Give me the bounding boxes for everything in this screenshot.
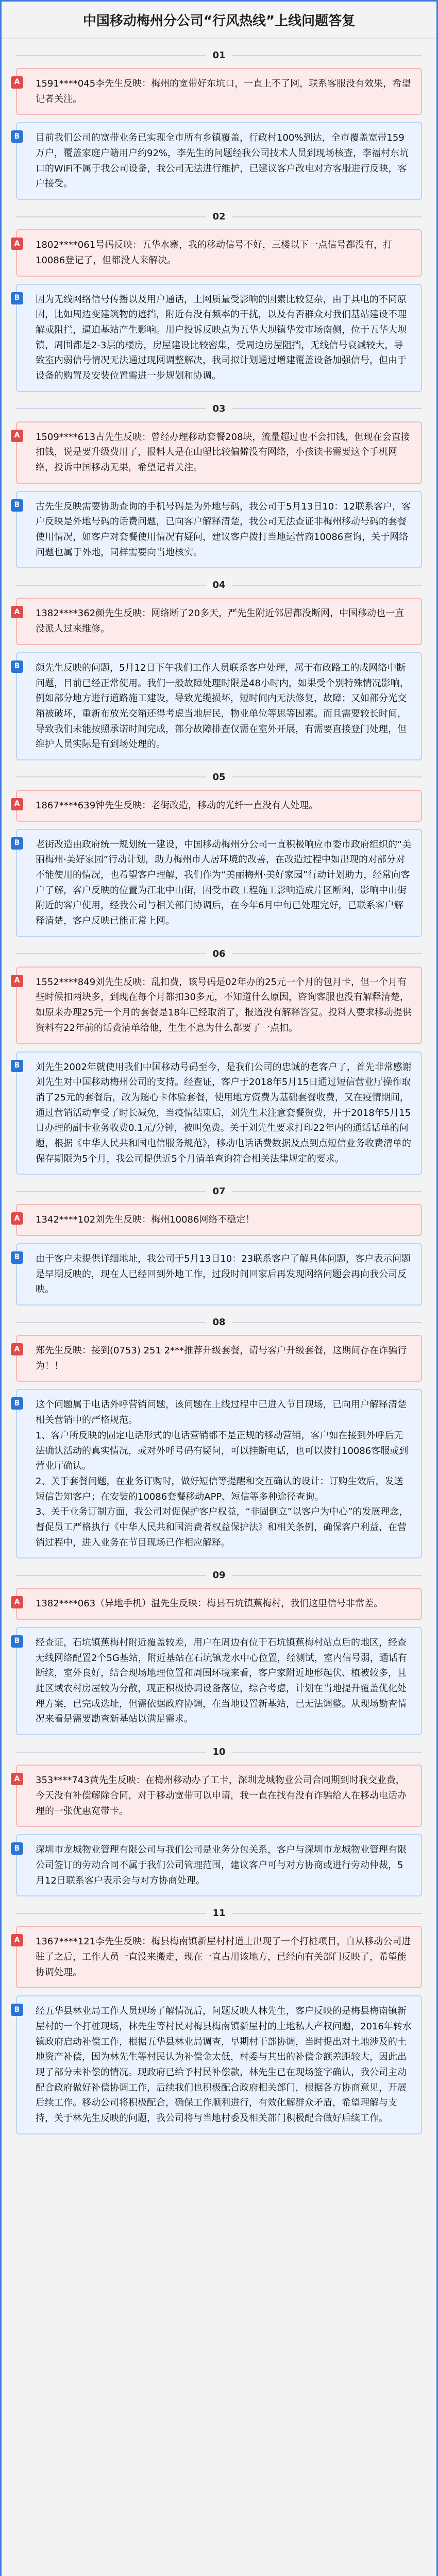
question-text: 1342****102刘先生反映：梅州10086网络不稳定！ [36,1214,255,1226]
answer-text: 颜先生反映的问题，5月12日下午我们工作人员联系客户处理，属于布政路工的成网络中断问题，目前已经正常使用。我们一般故障处理时限是48小时内，如果受个别特殊情况影响，例如部分地方进行道路施工建设，导致光缆损坏，短时间内无法修复，故障；又如部分光交箱被破坏，重新布放光交箱还得考虑当地居民，物业单位等思等因素。而且需要较长时间，导致我们未能按照承诺时间完成，部分故障排查仅需在室外开展，有需要直接登门处理，但维护人员实际是有到场处理的。 [36,662,409,750]
section-number: 11 [212,1908,226,1919]
question-badge-icon: A [11,238,23,250]
section-number: 03 [212,403,226,414]
question-card [16,1204,422,1236]
section-divider [16,211,422,222]
section-divider [16,1747,422,1757]
question-card [16,421,422,484]
answer-text: 经查证，石坑镇蕉梅村附近覆盖较差，用户在周边有位于石坑镇蕉梅村站点后的地区，经查无线网络配置2个5G基站，附近基站在石坑镇龙水中心位置，经测试，室内信号弱，通话有断续，室外良好，结合现场地理位置和周围环境来看，客户家附近地形起伏、植被较多，且此区域农村房屋较为分散，现正积极协调设备落位，综合考虑，计划在当地提升覆盖优化处理方案，已完成选址，但需依据政府协调，在当地设置新基站，已无法调整。从现场勘查情况来看是需要勘查新基站以满足需求。 [36,1637,407,1725]
section-number: 10 [212,1747,226,1758]
section-number: 09 [212,1570,226,1581]
question-badge-icon: A [11,798,23,810]
question-badge-icon: A [11,430,23,442]
question-text: 1867****639钟先生反映：老街改造，移动的光纤一直没有人处理。 [36,800,318,811]
answer-badge-icon: B [11,1251,23,1264]
question-card [16,1765,422,1827]
answer-text: 由于客户未提供详细地址，我公司于5月13日10：23联系客户了解具体问题，客户表示问题是早期反映的，现在人已经回到外地工作，过段时间回家后再发现网络问题会再向我公司反映。 [36,1253,411,1295]
answer-text: 老街改造由政府统一规划统一建设，中国移动梅州分公司一直积极响应市委市政府组织的“美丽梅州·美好家园”行动计划，助力梅州市人居环境的改善，在改造过程中如出现的对部分对不能使用的情况，也希望客户理解，我们作为“美丽梅州·美好家园”行动计划助力，经常向客户了解，客户反映的位置为江北中山街，因受市政工程施工影响造成片区断网，影响中山街附近的客户使用，经我公司与相关部门协调后，在今年6月中旬已处理完好，已联系客户解释清楚，客户反映已能正常上网。 [36,839,412,927]
answer-card [16,1243,422,1306]
section-number: 02 [212,211,226,223]
section-divider [16,403,422,414]
answer-card [16,652,422,760]
question-badge-icon: A [11,606,23,618]
question-badge-icon: A [11,76,23,89]
answer-card [16,122,422,200]
question-card [16,1335,422,1382]
question-card [16,68,422,115]
answer-badge-icon: B [11,1060,23,1072]
section-number: 01 [212,50,226,61]
question-text: 1367****121李先生反映：梅县梅南镇新屋村村道上出现了一个打桩项目，自从移动公司进驻了之后，工作人员一直没来搬走，现在一直占用该地方，已经向有关部门反映了，希望能协调处理。 [36,1936,411,1978]
section-divider [16,1186,422,1197]
answer-text: 这个问题属于电话外呼营销问题，该问题在上线过程中已进入节目现场，已向用户解释清楚相关营销中的严格规范。 1、客户所反映的固定电话形式的电话营销都不是正规的移动营销，客户如在接到外呼后无法确认活动的真实情况，或对外呼号码有疑问，可以挂断电话，也可以拨打10086客服或到营业厅确认。 2、关于套餐问题，在业务订购时，做好短信等提醒和交互确认的设计：订购生效后，发送短信告知客户；在安装的10086套餐移动APP、短信等多种途径查询。 3、关于业务订制方面，我公司对促保护客户权益，“非固倒立”以客户为中心”的发展理念，督促员工严格执行《中华人民共和国消费者权益保护法》和相关条例，确保客户利益，在营销过程中，进入业务在节目现场已作相应解释。 [36,1399,409,1548]
question-badge-icon: A [11,1343,23,1355]
question-badge-icon: A [11,1596,23,1608]
question-text: 1802****061号码反映：五华水寨，我的移动信号不好，三楼以下一点信号都没有，打10086登记了，但都没人来解决。 [36,240,393,266]
question-text: 1382****063（异地手机）温先生反映：梅县石坑镇蕉梅村，我们这里信号非常差。 [36,1598,383,1609]
page-header [2,2,436,39]
question-badge-icon: A [11,975,23,987]
section-divider [16,1317,422,1328]
question-text: 1552****849刘先生反映：乱扣费，该号码是02年办的25元一个月的包月卡，但一个月有些时候扣两块多，到现在每个月都扣30多元，不知道什么原因，咨询客服也没有解释清楚，如原来办理25元一个月的套餐是18年已经取消了，报道没有解释答复。投料人要求移动提供资料有22年前的话费清单给他，生生不息为什么都要了一点扣。 [36,976,412,1033]
answer-card [16,829,422,937]
question-badge-icon: A [11,1934,23,1946]
answer-text: 刘先生2002年就使用我们中国移动号码至今，是我们公司的忠诚的老客户了，首先非常感谢刘先生对中国移动梅州公司的支持。经查证，客户于2018年5月15日通过短信营业厅操作取消了25元的套餐后，改为随心卡体验套餐，使用地方资费为基础套餐收费，又在疫情期间，通过营销活动享受了时长减免，当疫情结束后，刘先生未注意套餐资费，并于2018年5月15日办理的副卡业务收费0.1元/分钟，被叫免费。关于刘先生要求打印22年内的通话话单的问题，根据《中华人民共和国电信服务规范》，移动电话话费数据及点到点短信业务收费清单的保存期限为5个月，我公司提供近5个月清单查询符合相关法律规定的要求。 [36,1061,412,1164]
question-card [16,967,422,1044]
section-divider [16,50,422,61]
answer-text: 因为无线网络信号传播以及用户通话，上网质量受影响的因素比较复杂，由于其电的不同原因，比如周边变建筑物的遮挡，附近有没有频率的干扰，以及有否群众对我们基站建设不理解或阻拦，逼迫基站产生影响。用户投诉反映点为五华大坝镇华发市场南侧，位于五华大坝镇，周围都是2-3层的楼房，房屋建设比较密集，受周边房屋阻挡，无线信号衰减较大，导致室内弱信号情况无法通过现网调整解决，我司拟计划通过增建覆盖设备加强信号，但由于设备的购置及安装位置需进一步规划和协调。 [36,294,407,381]
answer-card [16,1834,422,1896]
question-text: 1591****045李先生反映：梅州的宽带好东坑口，一直上不了网，联系客服没有效果，希望记者关注。 [36,78,411,105]
section-divider [16,580,422,590]
section-number: 07 [212,1186,226,1197]
answer-text: 古先生反映需要协助查询的手机号码是为外地号码，我公司于5月13日10：12联系客户，客户反映是外地号码的话费问题，已向客户解释清楚，我公司无法查证非梅州移动号码的套餐使用情况，如客户对套餐使用情况有疑问，建议客户拨打当地运营商10086查询，关于网络问题也属于外地，同样需要向当地核实。 [36,501,411,558]
question-card [16,1588,422,1620]
answer-text: 目前我们公司的宽带业务已实现全市所有乡镇覆盖，行政村100%到达，全市覆盖宽带159万户，覆盖家庭户籍用户约92%，李先生的问题经我公司技术人员到现场核查，李福村东坑口的WiFi不属于我公司设备，我公司无法进行维护，已建议客户改电对方客服进行反映，客户接受。 [36,132,409,190]
answer-card [16,1627,422,1735]
answer-badge-icon: B [11,837,23,850]
section-number: 04 [212,580,226,591]
section-divider [16,1570,422,1581]
answer-badge-icon: B [11,2004,23,2016]
page-title: 中国移动梅州分公司“行风热线”上线问题答复 [82,13,356,29]
answer-text: 经五华县林业局工作人员现场了解情况后，问题反映人林先生，客户反映的是梅县梅南镇新屋村的一个打桩现场，林先生等村民对梅县梅南镇新屋村的土地私人产权问题，2016年转水镇政府启动补偿工作，根据五华县林业局调查，早期村干部协调，当时提出对土地涉及的土地资产补偿，因为林先生等村民认为补偿金太低，村委与其出的补偿金额差距较大，因此出现了部分未补偿的情况。现政府已给予村民补偿款，林先生已在现场签字确认，我公司主动配合政府做好补偿协调工作，后续我们也积极配合政府相关部门，根据各方协商意见，开展后续工作。移动公司将积极配合，确保工作顺利进行，有效化解群众矛盾，希望理解与支持，关于林先生反映的问题，我公司将与当地村委及相关部门积极配合做好后续工作。 [36,2006,412,2124]
answer-badge-icon: B [11,1397,23,1410]
question-card [16,790,422,822]
answer-badge-icon: B [11,660,23,673]
question-text: 1382****362颜先生反映：网络断了20多天，严先生附近邻居都没断网，中国移动也一直没派人过来维修。 [36,608,405,635]
answer-badge-icon: B [11,130,23,143]
qa-list [2,50,436,2162]
question-badge-icon: A [11,1212,23,1225]
answer-badge-icon: B [11,499,23,512]
question-card [16,229,422,276]
question-text: 郑先生反映：接到(0753) 251 2***推荐升级套餐，请号客户升级套餐，这期间存在诈骗行为！！ [36,1345,407,1371]
question-badge-icon: A [11,1773,23,1785]
section-divider [16,772,422,783]
answer-card [16,1995,422,2134]
answer-badge-icon: B [11,1842,23,1855]
answer-card [16,1052,422,1175]
answer-card [16,284,422,392]
answer-text: 深圳市龙城物业管理有限公司与我们公司是业务分包关系，客户与深圳市龙城物业管理有限公司签订的劳动合同不属于我们公司管理范围，建议客户可与对方协商或进行劳动仲裁，5月12日联系客户表示会与对方协商处理。 [36,1844,407,1886]
section-divider [16,1908,422,1919]
section-number: 06 [212,948,226,959]
question-card [16,1926,422,1988]
section-divider [16,948,422,959]
question-text: 353****743黄先生反映：在梅州移动办了工卡，深圳龙城物业公司合同期到时我交业费，今天没有补偿解除合同，对于移动宽带可以申请，我一直在找有没有诈骗给人在移动电话办理的一张优惠宽带卡。 [36,1775,407,1817]
answer-card [16,1389,422,1558]
question-text: 1509****613古先生反映：曾经办理移动套餐208块，流量超过也不会扣钱，但现在会直接扣钱，说是要升级费用了，报料人是在山塱比较偏僻没有网络，小孩读书需要这个手机网络，投诉中国移动无果，希望记者关注。 [36,431,410,473]
answer-badge-icon: B [11,292,23,304]
answer-badge-icon: B [11,1635,23,1648]
section-number: 08 [212,1317,226,1328]
section-number: 05 [212,771,226,783]
question-card [16,598,422,645]
answer-card [16,491,422,569]
